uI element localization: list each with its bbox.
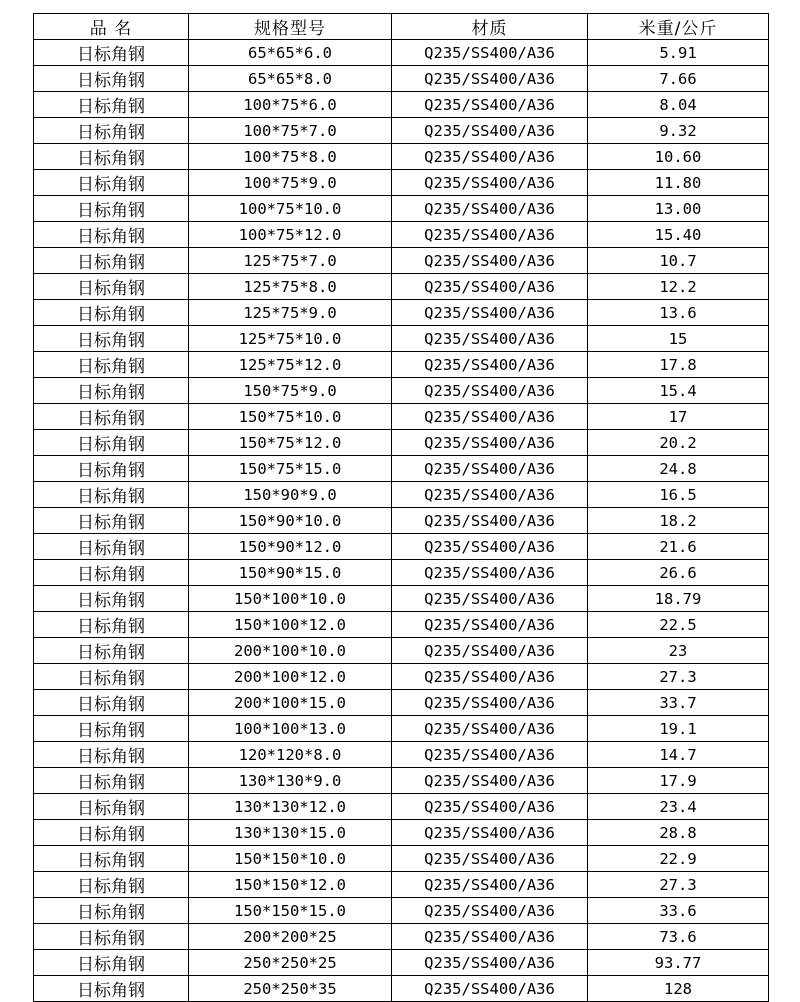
cell-material: Q235/SS400/A36 — [392, 274, 588, 300]
cell-spec-model: 200*100*10.0 — [189, 638, 392, 664]
cell-weight: 14.7 — [588, 742, 769, 768]
cell-spec-model: 100*100*13.0 — [189, 716, 392, 742]
cell-weight: 128 — [588, 976, 769, 1002]
table-row — [34, 768, 769, 794]
cell-product-name: 日标角钢 — [34, 898, 189, 924]
cell-spec-model: 250*250*25 — [189, 950, 392, 976]
header-row — [34, 14, 769, 40]
cell-material: Q235/SS400/A36 — [392, 196, 588, 222]
cell-spec-model: 125*75*10.0 — [189, 326, 392, 352]
table-row — [34, 118, 769, 144]
cell-product-name: 日标角钢 — [34, 638, 189, 664]
cell-spec-model: 120*120*8.0 — [189, 742, 392, 768]
cell-spec-model: 125*75*7.0 — [189, 248, 392, 274]
spec-table — [33, 13, 769, 1002]
cell-product-name: 日标角钢 — [34, 560, 189, 586]
cell-weight: 17 — [588, 404, 769, 430]
cell-product-name: 日标角钢 — [34, 144, 189, 170]
cell-spec-model: 100*75*8.0 — [189, 144, 392, 170]
header-material: 材质 — [392, 14, 588, 40]
cell-product-name: 日标角钢 — [34, 118, 189, 144]
cell-material: Q235/SS400/A36 — [392, 976, 588, 1002]
cell-material: Q235/SS400/A36 — [392, 508, 588, 534]
cell-material: Q235/SS400/A36 — [392, 846, 588, 872]
cell-weight: 23.4 — [588, 794, 769, 820]
cell-product-name: 日标角钢 — [34, 274, 189, 300]
cell-material: Q235/SS400/A36 — [392, 170, 588, 196]
cell-product-name: 日标角钢 — [34, 612, 189, 638]
cell-material: Q235/SS400/A36 — [392, 950, 588, 976]
cell-product-name: 日标角钢 — [34, 352, 189, 378]
cell-spec-model: 150*75*15.0 — [189, 456, 392, 482]
cell-spec-model: 150*90*12.0 — [189, 534, 392, 560]
cell-spec-model: 130*130*15.0 — [189, 820, 392, 846]
cell-weight: 22.9 — [588, 846, 769, 872]
table-row — [34, 508, 769, 534]
cell-material: Q235/SS400/A36 — [392, 638, 588, 664]
cell-product-name: 日标角钢 — [34, 664, 189, 690]
cell-material: Q235/SS400/A36 — [392, 612, 588, 638]
table-row — [34, 924, 769, 950]
header-weight-per-meter: 米重/公斤 — [588, 14, 769, 40]
cell-product-name: 日标角钢 — [34, 248, 189, 274]
table-row — [34, 482, 769, 508]
cell-weight: 18.2 — [588, 508, 769, 534]
cell-weight: 13.6 — [588, 300, 769, 326]
cell-spec-model: 150*150*12.0 — [189, 872, 392, 898]
table-row — [34, 872, 769, 898]
cell-material: Q235/SS400/A36 — [392, 768, 588, 794]
table-row — [34, 976, 769, 1002]
table-row — [34, 560, 769, 586]
cell-material: Q235/SS400/A36 — [392, 482, 588, 508]
cell-product-name: 日标角钢 — [34, 456, 189, 482]
cell-product-name: 日标角钢 — [34, 40, 189, 66]
table-row — [34, 742, 769, 768]
cell-product-name: 日标角钢 — [34, 820, 189, 846]
cell-product-name: 日标角钢 — [34, 690, 189, 716]
table-row — [34, 92, 769, 118]
table-row — [34, 664, 769, 690]
cell-material: Q235/SS400/A36 — [392, 352, 588, 378]
table-row — [34, 586, 769, 612]
table-row — [34, 170, 769, 196]
table-row — [34, 222, 769, 248]
cell-material: Q235/SS400/A36 — [392, 430, 588, 456]
cell-weight: 17.9 — [588, 768, 769, 794]
cell-weight: 33.7 — [588, 690, 769, 716]
cell-material: Q235/SS400/A36 — [392, 248, 588, 274]
cell-product-name: 日标角钢 — [34, 170, 189, 196]
cell-weight: 18.79 — [588, 586, 769, 612]
cell-weight: 19.1 — [588, 716, 769, 742]
cell-spec-model: 150*75*12.0 — [189, 430, 392, 456]
cell-spec-model: 250*250*35 — [189, 976, 392, 1002]
table-row — [34, 300, 769, 326]
cell-product-name: 日标角钢 — [34, 326, 189, 352]
cell-weight: 20.2 — [588, 430, 769, 456]
table-row — [34, 820, 769, 846]
cell-product-name: 日标角钢 — [34, 300, 189, 326]
cell-spec-model: 150*90*15.0 — [189, 560, 392, 586]
cell-material: Q235/SS400/A36 — [392, 378, 588, 404]
table-row — [34, 66, 769, 92]
cell-product-name: 日标角钢 — [34, 66, 189, 92]
cell-material: Q235/SS400/A36 — [392, 586, 588, 612]
cell-spec-model: 200*100*15.0 — [189, 690, 392, 716]
cell-product-name: 日标角钢 — [34, 404, 189, 430]
cell-spec-model: 150*90*10.0 — [189, 508, 392, 534]
cell-spec-model: 100*75*10.0 — [189, 196, 392, 222]
cell-spec-model: 130*130*9.0 — [189, 768, 392, 794]
cell-material: Q235/SS400/A36 — [392, 820, 588, 846]
cell-weight: 9.32 — [588, 118, 769, 144]
cell-weight: 21.6 — [588, 534, 769, 560]
cell-product-name: 日标角钢 — [34, 92, 189, 118]
cell-product-name: 日标角钢 — [34, 716, 189, 742]
table-row — [34, 378, 769, 404]
table-row — [34, 794, 769, 820]
table-row — [34, 352, 769, 378]
cell-spec-model: 100*75*7.0 — [189, 118, 392, 144]
cell-spec-model: 125*75*12.0 — [189, 352, 392, 378]
cell-material: Q235/SS400/A36 — [392, 716, 588, 742]
cell-spec-model: 65*65*6.0 — [189, 40, 392, 66]
table-row — [34, 274, 769, 300]
cell-material: Q235/SS400/A36 — [392, 40, 588, 66]
cell-weight: 33.6 — [588, 898, 769, 924]
cell-product-name: 日标角钢 — [34, 950, 189, 976]
cell-product-name: 日标角钢 — [34, 378, 189, 404]
cell-product-name: 日标角钢 — [34, 846, 189, 872]
cell-spec-model: 100*75*9.0 — [189, 170, 392, 196]
cell-weight: 10.7 — [588, 248, 769, 274]
cell-material: Q235/SS400/A36 — [392, 742, 588, 768]
cell-material: Q235/SS400/A36 — [392, 66, 588, 92]
cell-weight: 93.77 — [588, 950, 769, 976]
table-body — [34, 40, 769, 1002]
cell-weight: 23 — [588, 638, 769, 664]
cell-product-name: 日标角钢 — [34, 924, 189, 950]
header-product-name: 品 名 — [34, 14, 189, 40]
cell-weight: 15.4 — [588, 378, 769, 404]
cell-product-name: 日标角钢 — [34, 482, 189, 508]
cell-material: Q235/SS400/A36 — [392, 794, 588, 820]
cell-material: Q235/SS400/A36 — [392, 924, 588, 950]
cell-material: Q235/SS400/A36 — [392, 872, 588, 898]
table-row — [34, 690, 769, 716]
cell-spec-model: 100*75*6.0 — [189, 92, 392, 118]
table-row — [34, 638, 769, 664]
cell-weight: 7.66 — [588, 66, 769, 92]
cell-spec-model: 125*75*9.0 — [189, 300, 392, 326]
cell-product-name: 日标角钢 — [34, 872, 189, 898]
cell-product-name: 日标角钢 — [34, 742, 189, 768]
table-row — [34, 144, 769, 170]
cell-material: Q235/SS400/A36 — [392, 404, 588, 430]
cell-spec-model: 150*75*10.0 — [189, 404, 392, 430]
table-row — [34, 716, 769, 742]
cell-weight: 13.00 — [588, 196, 769, 222]
cell-product-name: 日标角钢 — [34, 534, 189, 560]
cell-spec-model: 65*65*8.0 — [189, 66, 392, 92]
table-row — [34, 898, 769, 924]
cell-product-name: 日标角钢 — [34, 976, 189, 1002]
cell-spec-model: 150*90*9.0 — [189, 482, 392, 508]
cell-spec-model: 150*150*10.0 — [189, 846, 392, 872]
cell-spec-model: 200*100*12.0 — [189, 664, 392, 690]
cell-weight: 24.8 — [588, 456, 769, 482]
cell-spec-model: 150*150*15.0 — [189, 898, 392, 924]
table-row — [34, 534, 769, 560]
cell-weight: 17.8 — [588, 352, 769, 378]
table-row — [34, 950, 769, 976]
cell-weight: 11.80 — [588, 170, 769, 196]
table-row — [34, 40, 769, 66]
cell-product-name: 日标角钢 — [34, 768, 189, 794]
cell-weight: 15 — [588, 326, 769, 352]
cell-weight: 10.60 — [588, 144, 769, 170]
cell-product-name: 日标角钢 — [34, 196, 189, 222]
cell-material: Q235/SS400/A36 — [392, 326, 588, 352]
cell-weight: 26.6 — [588, 560, 769, 586]
cell-spec-model: 200*200*25 — [189, 924, 392, 950]
cell-product-name: 日标角钢 — [34, 222, 189, 248]
cell-spec-model: 150*75*9.0 — [189, 378, 392, 404]
table-row — [34, 612, 769, 638]
table-row — [34, 404, 769, 430]
table-row — [34, 196, 769, 222]
cell-material: Q235/SS400/A36 — [392, 144, 588, 170]
table-row — [34, 846, 769, 872]
cell-material: Q235/SS400/A36 — [392, 534, 588, 560]
header-spec-model: 规格型号 — [189, 14, 392, 40]
cell-weight: 15.40 — [588, 222, 769, 248]
cell-product-name: 日标角钢 — [34, 794, 189, 820]
cell-product-name: 日标角钢 — [34, 586, 189, 612]
cell-spec-model: 100*75*12.0 — [189, 222, 392, 248]
cell-spec-model: 150*100*10.0 — [189, 586, 392, 612]
cell-material: Q235/SS400/A36 — [392, 456, 588, 482]
cell-material: Q235/SS400/A36 — [392, 300, 588, 326]
table-row — [34, 248, 769, 274]
cell-spec-model: 130*130*12.0 — [189, 794, 392, 820]
cell-spec-model: 150*100*12.0 — [189, 612, 392, 638]
cell-weight: 27.3 — [588, 872, 769, 898]
table-row — [34, 326, 769, 352]
cell-weight: 28.8 — [588, 820, 769, 846]
cell-weight: 8.04 — [588, 92, 769, 118]
cell-material: Q235/SS400/A36 — [392, 690, 588, 716]
table-row — [34, 456, 769, 482]
cell-weight: 12.2 — [588, 274, 769, 300]
cell-product-name: 日标角钢 — [34, 430, 189, 456]
cell-weight: 5.91 — [588, 40, 769, 66]
cell-weight: 16.5 — [588, 482, 769, 508]
cell-weight: 73.6 — [588, 924, 769, 950]
cell-weight: 27.3 — [588, 664, 769, 690]
cell-spec-model: 125*75*8.0 — [189, 274, 392, 300]
table-row — [34, 430, 769, 456]
cell-material: Q235/SS400/A36 — [392, 222, 588, 248]
cell-product-name: 日标角钢 — [34, 508, 189, 534]
cell-material: Q235/SS400/A36 — [392, 560, 588, 586]
cell-material: Q235/SS400/A36 — [392, 118, 588, 144]
cell-material: Q235/SS400/A36 — [392, 92, 588, 118]
cell-material: Q235/SS400/A36 — [392, 898, 588, 924]
cell-material: Q235/SS400/A36 — [392, 664, 588, 690]
cell-weight: 22.5 — [588, 612, 769, 638]
